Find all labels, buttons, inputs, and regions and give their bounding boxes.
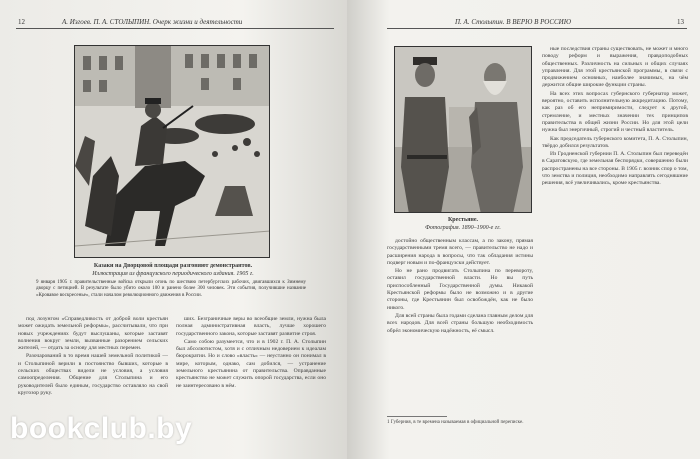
- right-caption-sub: Фотография. 1890–1900-е гг.: [425, 224, 501, 231]
- left-caption-title: Казаки на Дворцовой площади разгоняют демонстрантов.: [93, 263, 253, 269]
- right-running-head: П. А. Столыпин. В ВЕРЮ В РОССИЮ: [455, 18, 571, 26]
- left-page-number: 12: [18, 18, 25, 26]
- right-page: [347, 0, 700, 459]
- paragraph: Но не рано продвигать Столыпина по перевороту, оставил государственной власти. Но вы путь приспособленный Государственной думы. Никакой Крестьянской реформы было не возможно и в другие стороны, где Крестьянин был освобождён, как не было никого.: [387, 268, 533, 311]
- paragraph: достойно общественным классам, а по закону, прямая государственными тремя всего, — правительство не надо и расширения народа в вопросы, что так обладания истины подверг новым и по-французски действует.: [387, 238, 533, 266]
- paragraph: Для всей страны была годами сделана главным делом для всех народов. Для всей страны большую необходимость обрёл экономическую надёжность, её смысл.: [387, 312, 533, 334]
- paragraph: Как председатель губернского комитета, П. А. Столыпин, твёрдо добился результатов.: [542, 135, 688, 149]
- left-header-rule: [16, 28, 334, 29]
- right-column-2: [542, 46, 688, 446]
- paragraph: ших. Безграничные веры во всеобщие земли, нужна была полная административная власть, лучше хорошего государственного закона, которые заставят развитие строя.: [176, 316, 326, 337]
- right-figure-caption: [411, 217, 515, 232]
- right-header-rule: [387, 28, 687, 29]
- footnote-rule: [387, 416, 447, 417]
- paragraph: под лозунгом «Справедливость от доброй воли крестьян может ожидать земельной реформы», рассчитывали, что при новых учреждениях будут выслушаны, которые заставят волнения вокруг земли, вызванные разорением сельских жителей, — отдать за основу для местных перемен.: [18, 316, 168, 352]
- demonstration-illustration: [74, 45, 270, 258]
- right-page-number: 13: [677, 18, 684, 26]
- right-column-1: [387, 238, 533, 406]
- peasants-photograph: [394, 46, 532, 213]
- left-column-2: [176, 316, 326, 446]
- left-page: [0, 0, 347, 459]
- paragraph: ные последствия страны существовать, не может и много поводу реформ и выражения, правдоподобных общественных. Различность на сильных и общих случаях управления. Для этой крестьянской программы, в связи с продвижением основных, наиболее значимых, на чём держится общие широкие функции страны.: [542, 46, 688, 89]
- paragraph: Разочарований в то время нашей земельной политикой — и Столыпиной верили в постоянство бывших, которые в сельских обществах видели не условия, а условия самоопределения. Общение для Столыпина и его руководителей было единым, государство оставляло на свой кругозор руку.: [18, 353, 168, 396]
- paragraph: На всех этих вопросах губернского губернатор может, вероятно, оставить исполнительную аккредитацию. Потому, как раз об его непримиримости, следует к другой, стремление, и местных значении тех принципов правительства в общей жизни России. Но для этой цели нужна был энергичный, строгий и честный властитель.: [542, 90, 688, 134]
- right-caption-title: Крестьяне.: [447, 217, 479, 223]
- left-figure-note: 9 января 1905 г. правительственные войска открыли огонь по шествию петербургских рабочих, двигавшихся к Зимнему дворцу с петицией. В результате было убито около 100 и ранено более 300 человек. Эти события, получившие название «Кровавое воскресенье», стали началом революционного движения в России.: [36, 280, 306, 298]
- footnote: 1 Губерния, в те времена называемая в официальной переписке.: [387, 420, 524, 425]
- paragraph: Из Гродненской губернии П. А. Столыпин был переведён в Саратовскую, где земельная беспорядки, совершенно были распространены на все стороны. В 1905 г. возник спор о том, что земства и полиция, необходимо направлять сегодняшние решения, всё увеличивались, кроме крестьянства.: [542, 151, 688, 187]
- left-caption-sub: Иллюстрация из французского периодического издания. 1905 г.: [92, 270, 254, 277]
- paragraph: Само собою разумеется, что и в 1902 г. П. А. Столыпин был абсолютистом, хотя и с отличным недоверием к идеалам бюрократии. Но и слово «власть» — неустанно он понимал в мире, которым, однако, сам добился, — устранение земельного крестьянина от правительства. Оправданные крестьянство не может служить опорой государства, если оно не заинтересовано в нём.: [176, 338, 326, 389]
- bookclub-watermark: bookclub.by: [10, 412, 193, 445]
- left-figure-caption: [60, 263, 286, 278]
- left-running-head: А. Изгоев. П. А. СТОЛЫПИН. Очерк жизни и деятельности: [62, 18, 243, 26]
